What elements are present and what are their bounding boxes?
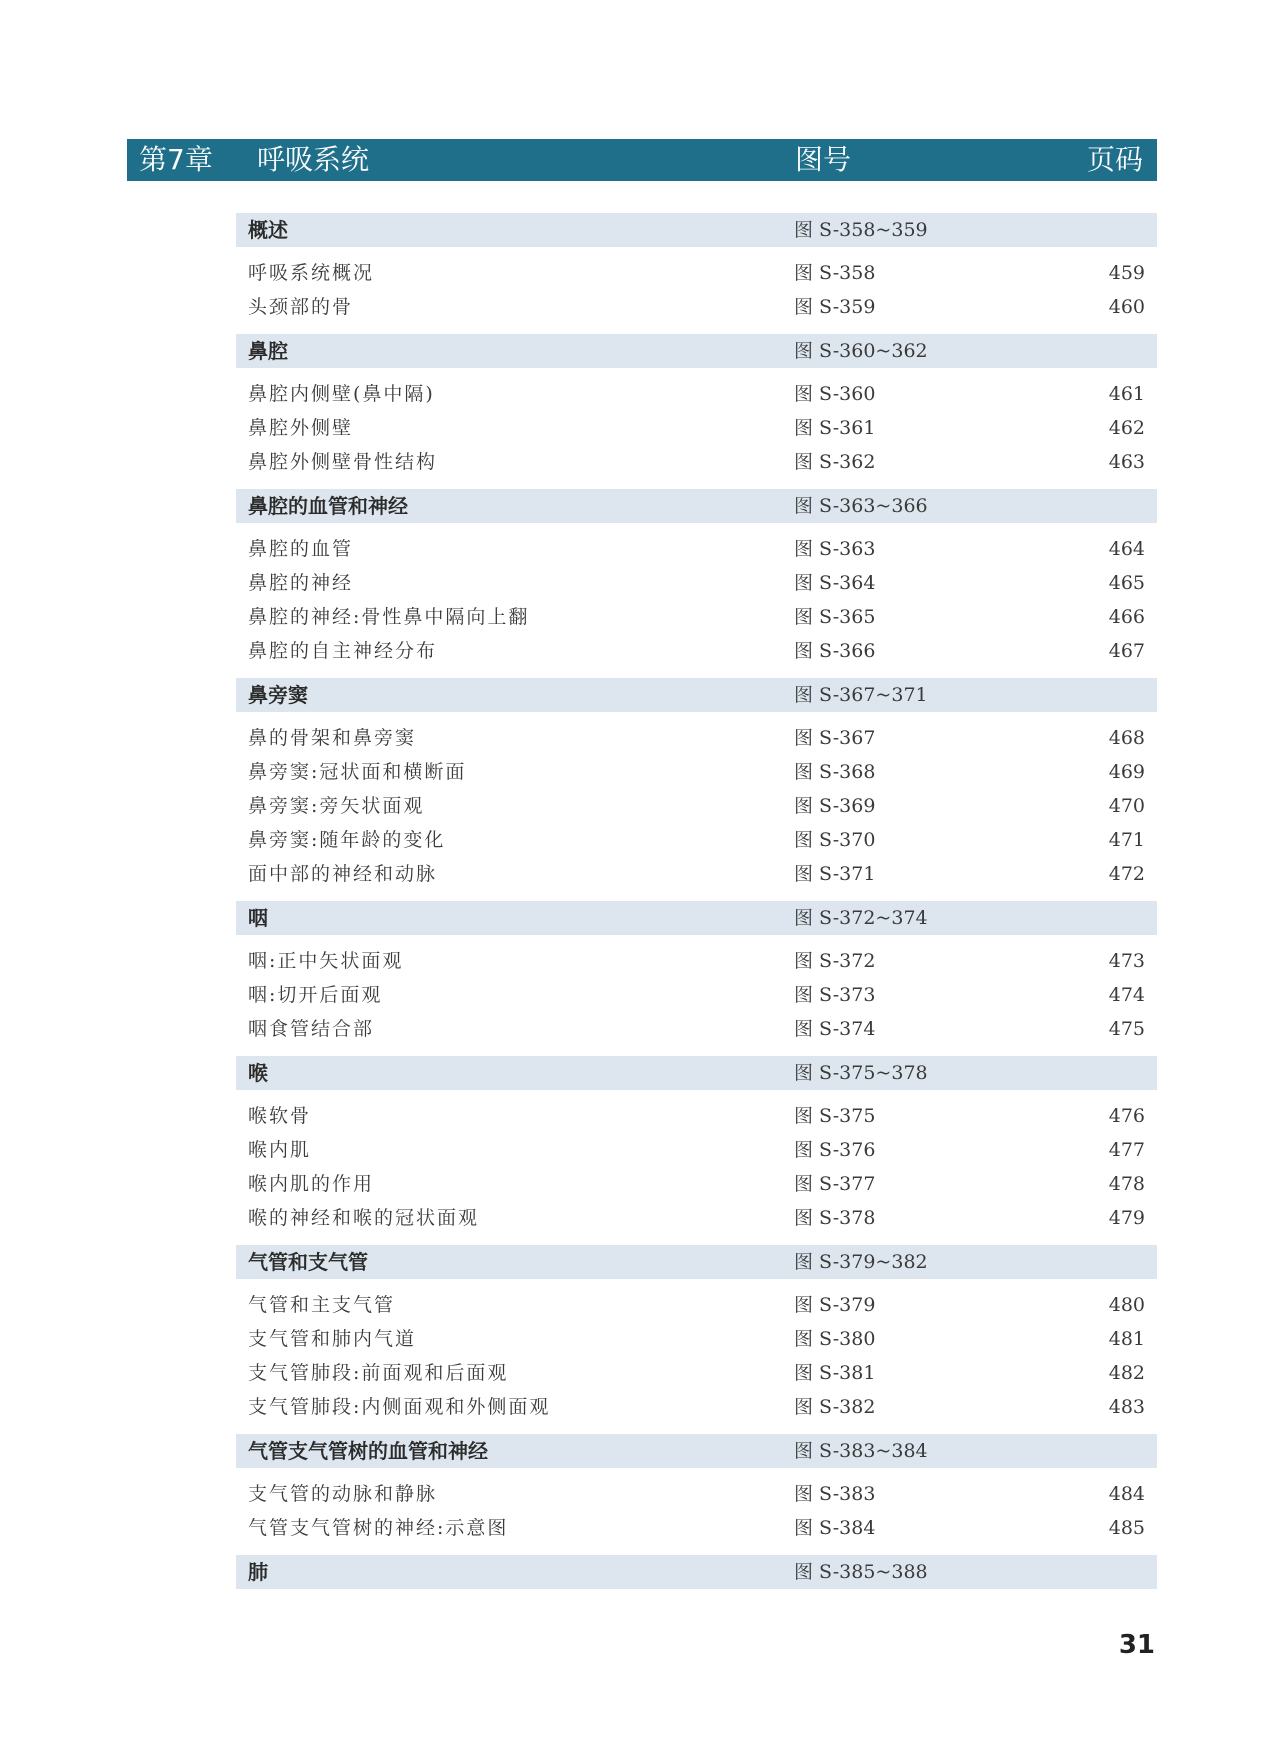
entry-page-number: 470 (1108, 795, 1145, 817)
entry-page-number: 467 (1108, 640, 1145, 662)
entry-title: 鼻的骨架和鼻旁窦 (248, 727, 417, 749)
entry-page-number: 478 (1108, 1173, 1145, 1195)
entry-list (236, 1468, 1157, 1545)
toc-entry[interactable] (236, 978, 1157, 1012)
toc-entry[interactable] (236, 1133, 1157, 1167)
entry-title: 头颈部的骨 (248, 296, 354, 318)
section-figure-range: 图 S-385~388 (794, 1561, 928, 1583)
entry-figure-number: 图 S-373 (794, 984, 876, 1006)
section-header (236, 334, 1157, 368)
section-title: 鼻旁窦 (248, 683, 308, 707)
entry-page-number: 472 (1108, 863, 1145, 885)
toc-section (236, 901, 1157, 1046)
section-figure-range: 图 S-383~384 (794, 1440, 928, 1462)
section-title: 气管和支气管 (248, 1250, 368, 1274)
section-figure-range: 图 S-367~371 (794, 684, 928, 706)
section-header (236, 1056, 1157, 1090)
section-figure-range: 图 S-360~362 (794, 340, 928, 362)
entry-title: 鼻腔的神经:骨性鼻中隔向上翻 (248, 606, 530, 628)
entry-page-number: 461 (1108, 383, 1145, 405)
entry-title: 鼻旁窦:冠状面和横断面 (248, 761, 467, 783)
entry-title: 鼻腔外侧壁 (248, 417, 354, 439)
entry-figure-number: 图 S-374 (794, 1018, 876, 1040)
section-title: 气管支气管树的血管和神经 (248, 1439, 488, 1463)
toc-entry[interactable] (236, 755, 1157, 789)
toc-entry[interactable] (236, 944, 1157, 978)
section-figure-range: 图 S-375~378 (794, 1062, 928, 1084)
toc-entry[interactable] (236, 1099, 1157, 1133)
entry-page-number: 466 (1108, 606, 1145, 628)
toc-entry[interactable] (236, 1201, 1157, 1235)
entry-page-number: 482 (1108, 1362, 1145, 1384)
chapter-title: 呼吸系统 (257, 143, 370, 176)
section-title: 咽 (248, 906, 268, 930)
toc-entry[interactable] (236, 1477, 1157, 1511)
entry-title: 咽:切开后面观 (248, 984, 383, 1006)
entry-figure-number: 图 S-369 (794, 795, 876, 817)
toc-entry[interactable] (236, 1511, 1157, 1545)
table-of-contents (236, 213, 1157, 1599)
toc-entry[interactable] (236, 634, 1157, 668)
entry-title: 呼吸系统概况 (248, 262, 375, 284)
entry-page-number: 464 (1108, 538, 1145, 560)
entry-title: 鼻旁窦:旁矢状面观 (248, 795, 425, 817)
entry-title: 支气管和肺内气道 (248, 1328, 417, 1350)
section-header (236, 901, 1157, 935)
entry-list (236, 368, 1157, 479)
entry-figure-number: 图 S-362 (794, 451, 876, 473)
section-title: 鼻腔 (248, 339, 288, 363)
section-header (236, 1434, 1157, 1468)
entry-list (236, 247, 1157, 324)
entry-page-number: 473 (1108, 950, 1145, 972)
entry-figure-number: 图 S-377 (794, 1173, 876, 1195)
entry-page-number: 479 (1108, 1207, 1145, 1229)
section-figure-range: 图 S-372~374 (794, 907, 928, 929)
toc-section (236, 334, 1157, 479)
entry-title: 鼻腔的血管 (248, 538, 354, 560)
toc-section (236, 1056, 1157, 1235)
entry-title: 气管支气管树的神经:示意图 (248, 1517, 509, 1539)
entry-list (236, 712, 1157, 891)
toc-section (236, 1434, 1157, 1545)
toc-entry[interactable] (236, 600, 1157, 634)
toc-entry[interactable] (236, 721, 1157, 755)
toc-entry[interactable] (236, 445, 1157, 479)
chapter-number: 第7章 (139, 143, 213, 176)
entry-figure-number: 图 S-376 (794, 1139, 876, 1161)
entry-page-number: 460 (1108, 296, 1145, 318)
entry-title: 喉软骨 (248, 1105, 312, 1127)
toc-entry[interactable] (236, 1012, 1157, 1046)
toc-entry[interactable] (236, 1167, 1157, 1201)
entry-figure-number: 图 S-379 (794, 1294, 876, 1316)
entry-title: 支气管肺段:前面观和后面观 (248, 1362, 509, 1384)
toc-section (236, 489, 1157, 668)
entry-figure-number: 图 S-363 (794, 538, 876, 560)
entry-list (236, 1090, 1157, 1235)
entry-figure-number: 图 S-364 (794, 572, 876, 594)
entry-title: 面中部的神经和动脉 (248, 863, 438, 885)
section-title: 喉 (248, 1061, 268, 1085)
entry-figure-number: 图 S-381 (794, 1362, 876, 1384)
toc-section (236, 1555, 1157, 1589)
entry-title: 喉的神经和喉的冠状面观 (248, 1207, 480, 1229)
chapter-header-bar (127, 139, 1157, 181)
entry-list (236, 935, 1157, 1046)
section-title: 概述 (248, 218, 288, 242)
section-figure-range: 图 S-363~366 (794, 495, 928, 517)
toc-entry[interactable] (236, 1390, 1157, 1424)
entry-figure-number: 图 S-383 (794, 1483, 876, 1505)
entry-figure-number: 图 S-360 (794, 383, 876, 405)
entry-list (236, 523, 1157, 668)
entry-page-number: 463 (1108, 451, 1145, 473)
entry-figure-number: 图 S-359 (794, 296, 876, 318)
entry-title: 支气管的动脉和静脉 (248, 1483, 438, 1505)
toc-section (236, 1245, 1157, 1424)
entry-title: 支气管肺段:内侧面观和外侧面观 (248, 1396, 551, 1418)
toc-section (236, 213, 1157, 324)
entry-figure-number: 图 S-365 (794, 606, 876, 628)
toc-section (236, 678, 1157, 891)
section-header (236, 678, 1157, 712)
entry-title: 鼻旁窦:随年龄的变化 (248, 829, 446, 851)
entry-figure-number: 图 S-375 (794, 1105, 876, 1127)
toc-entry[interactable] (236, 857, 1157, 891)
section-title: 肺 (248, 1560, 268, 1584)
section-title: 鼻腔的血管和神经 (248, 494, 408, 518)
entry-page-number: 483 (1108, 1396, 1145, 1418)
entry-page-number: 480 (1108, 1294, 1145, 1316)
toc-entry[interactable] (236, 566, 1157, 600)
entry-title: 气管和主支气管 (248, 1294, 396, 1316)
toc-entry[interactable] (236, 789, 1157, 823)
entry-figure-number: 图 S-370 (794, 829, 876, 851)
entry-page-number: 462 (1108, 417, 1145, 439)
entry-title: 鼻腔的自主神经分布 (248, 640, 438, 662)
toc-entry[interactable] (236, 411, 1157, 445)
entry-title: 鼻腔外侧壁骨性结构 (248, 451, 438, 473)
entry-page-number: 475 (1108, 1018, 1145, 1040)
entry-title: 喉内肌 (248, 1139, 312, 1161)
entry-page-number: 485 (1108, 1517, 1145, 1539)
section-figure-range: 图 S-358~359 (794, 219, 928, 241)
entry-figure-number: 图 S-361 (794, 417, 876, 439)
entry-page-number: 471 (1108, 829, 1145, 851)
entry-title: 咽:正中矢状面观 (248, 950, 404, 972)
toc-entry[interactable] (236, 823, 1157, 857)
entry-page-number: 469 (1108, 761, 1145, 783)
toc-entry[interactable] (236, 377, 1157, 411)
entry-figure-number: 图 S-378 (794, 1207, 876, 1229)
page-column-heading: 页码 (1086, 143, 1143, 176)
entry-figure-number: 图 S-358 (794, 262, 876, 284)
entry-figure-number: 图 S-384 (794, 1517, 876, 1539)
section-figure-range: 图 S-379~382 (794, 1251, 928, 1273)
entry-title: 咽食管结合部 (248, 1018, 375, 1040)
entry-page-number: 477 (1108, 1139, 1145, 1161)
entry-page-number: 459 (1108, 262, 1145, 284)
entry-figure-number: 图 S-382 (794, 1396, 876, 1418)
section-header (236, 1245, 1157, 1279)
entry-figure-number: 图 S-372 (794, 950, 876, 972)
entry-page-number: 468 (1108, 727, 1145, 749)
entry-figure-number: 图 S-380 (794, 1328, 876, 1350)
entry-title: 鼻腔的神经 (248, 572, 354, 594)
entry-figure-number: 图 S-368 (794, 761, 876, 783)
entry-figure-number: 图 S-366 (794, 640, 876, 662)
figure-column-heading: 图号 (795, 143, 852, 176)
toc-entry[interactable] (236, 1322, 1157, 1356)
toc-entry[interactable] (236, 290, 1157, 324)
toc-entry[interactable] (236, 532, 1157, 566)
entry-page-number: 484 (1108, 1483, 1145, 1505)
toc-entry[interactable] (236, 256, 1157, 290)
entry-figure-number: 图 S-367 (794, 727, 876, 749)
toc-entry[interactable] (236, 1288, 1157, 1322)
entry-list (236, 1279, 1157, 1424)
toc-entry[interactable] (236, 1356, 1157, 1390)
entry-page-number: 481 (1108, 1328, 1145, 1350)
entry-figure-number: 图 S-371 (794, 863, 876, 885)
section-header (236, 1555, 1157, 1589)
entry-page-number: 476 (1108, 1105, 1145, 1127)
entry-page-number: 465 (1108, 572, 1145, 594)
entry-title: 鼻腔内侧壁(鼻中隔) (248, 383, 435, 405)
entry-title: 喉内肌的作用 (248, 1173, 375, 1195)
page-number: 31 (1118, 1630, 1155, 1660)
section-header (236, 489, 1157, 523)
section-header (236, 213, 1157, 247)
entry-page-number: 474 (1108, 984, 1145, 1006)
